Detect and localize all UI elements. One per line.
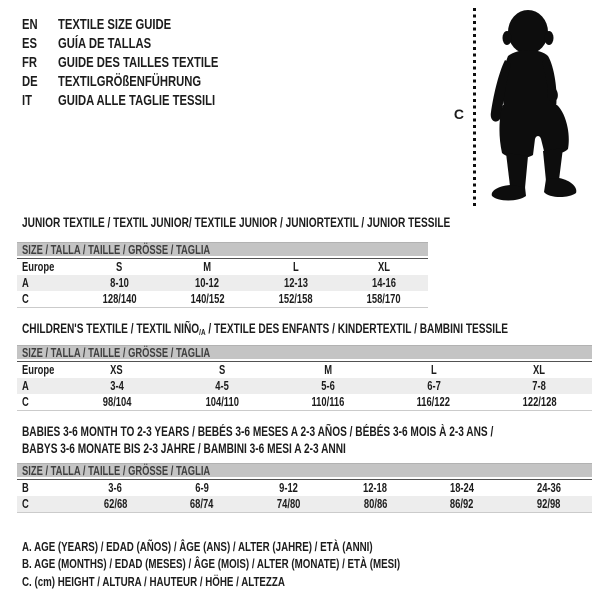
table-cell: 7-8	[532, 379, 546, 393]
size-header-bar	[17, 242, 428, 256]
baby-silhouette-icon	[486, 8, 586, 209]
table-cell: 4-5	[215, 379, 230, 393]
height-measure-label: C	[453, 106, 464, 122]
size-column-label: XL	[533, 363, 546, 377]
table-row	[17, 362, 592, 378]
size-header-label: SIZE / TALLA / TAILLE / GRÖSSE / TAGLIA	[22, 242, 211, 257]
table-cell: 8-10	[109, 276, 129, 290]
language-code: DE	[22, 73, 38, 90]
children-title-prefix: CHILDREN'S TEXTILE / TEXTIL NIÑO	[22, 321, 200, 336]
children-size-table	[17, 345, 592, 411]
table-row	[17, 259, 428, 275]
table-cell: 3-4	[110, 379, 124, 393]
size-column-label: XL	[377, 260, 390, 274]
footnote-line	[22, 555, 526, 572]
table-cell: 12-13	[283, 276, 308, 290]
language-label: GUIDA ALLE TAGLIE TESSILI	[58, 92, 216, 109]
table-cell: 62/68	[103, 497, 128, 511]
babies-section-title	[22, 423, 600, 457]
region-label: Europe	[22, 363, 55, 377]
table-row	[17, 291, 428, 307]
table-cell: 5-6	[321, 379, 335, 393]
language-code: FR	[22, 54, 37, 71]
language-code: ES	[22, 35, 38, 52]
row-label: C	[22, 395, 29, 409]
language-label: GUIDE DES TAILLES TEXTILE	[58, 54, 219, 71]
table-row	[17, 378, 592, 394]
language-label: TEXTILGRÖßENFÜHRUNG	[58, 73, 202, 90]
language-row	[22, 72, 272, 91]
language-row	[22, 53, 272, 72]
table-cell: 80/86	[363, 497, 388, 511]
table-row	[17, 394, 592, 410]
language-code: EN	[22, 16, 38, 33]
row-label: B	[22, 481, 29, 495]
table-cell: 128/140	[102, 292, 137, 306]
table-cell: 68/74	[190, 497, 214, 511]
language-label: GUÍA DE TALLAS	[58, 35, 152, 52]
language-row	[22, 34, 272, 53]
table-cell: 110/116	[311, 395, 345, 409]
table-cell: 10-12	[195, 276, 220, 290]
table-cell: 3-6	[108, 481, 123, 495]
language-row	[22, 15, 272, 34]
table-cell: 98/104	[102, 395, 132, 409]
table-cell: 122/128	[522, 395, 557, 409]
junior-section-title	[22, 215, 593, 231]
footnote-c: C. (cm) HEIGHT / ALTURA / HAUTEUR / HÖHE / ALTEZZA	[22, 573, 285, 589]
table-row	[17, 496, 592, 512]
footnote-a: A. AGE (YEARS) / EDAD (AÑOS) / ÂGE (ANS) / ALTER (JAHRE) / ETÀ (ANNI)	[22, 539, 373, 554]
region-label: Europe	[22, 260, 55, 274]
size-column-label: L	[292, 260, 299, 274]
table-cell: 12-18	[363, 481, 388, 495]
language-title-list	[22, 15, 272, 110]
table-row	[17, 480, 592, 496]
table-cell: 116/122	[416, 395, 451, 409]
table-cell: 92/98	[536, 497, 561, 511]
language-row	[22, 91, 272, 110]
table-cell: 6-7	[426, 379, 441, 393]
footnote-b: B. AGE (MONTHS) / EDAD (MESES) / ÂGE (MOIS) / ALTER (MONATE) / ETÀ (MESI)	[22, 556, 401, 572]
children-title-subscript: /A	[199, 327, 206, 337]
table-cell: 18-24	[449, 481, 474, 495]
size-column-label: XS	[110, 363, 124, 377]
table-cell: 158/170	[366, 292, 401, 306]
size-column-label: L	[430, 363, 437, 377]
babies-title-line2: BABYS 3-6 MONATE BIS 2-3 JAHRE / BAMBINI 3-6 MESI A 2-3 ANNI	[22, 441, 346, 456]
language-code: IT	[22, 92, 33, 109]
size-header-bar	[17, 345, 592, 359]
size-header-label: SIZE / TALLA / TAILLE / GRÖSSE / TAGLIA	[22, 345, 211, 360]
babies-title-line1: BABIES 3-6 MONTH TO 2-3 YEARS / BEBÉS 3-6 MESES A 2-3 AÑOS / BÉBÉS 3-6 MOIS À 2-3 ANS /	[22, 424, 494, 439]
table-cell: 74/80	[276, 497, 301, 511]
language-label: TEXTILE SIZE GUIDE	[58, 16, 172, 33]
table-row	[17, 275, 428, 291]
row-label: A	[22, 379, 29, 393]
table-cell: 6-9	[195, 481, 209, 495]
junior-section-title-text: JUNIOR TEXTILE / TEXTIL JUNIOR/ TEXTILE JUNIOR / JUNIORTEXTIL / JUNIOR TESSILE	[22, 215, 451, 230]
children-section-title	[22, 321, 600, 340]
children-title-suffix: / TEXTILE DES ENFANTS / KINDERTEXTIL / BAMBINI TESSILE	[205, 321, 509, 336]
table-cell: 24-36	[536, 481, 561, 495]
row-label: C	[22, 497, 29, 511]
table-cell: 152/158	[278, 292, 313, 306]
size-column-label: M	[203, 260, 212, 274]
table-cell: 14-16	[371, 276, 396, 290]
size-header-label: SIZE / TALLA / TAILLE / GRÖSSE / TAGLIA	[22, 463, 211, 478]
footnote-line	[22, 538, 526, 555]
table-cell: 140/152	[190, 292, 225, 306]
size-column-label: S	[115, 260, 123, 274]
table-cell: 86/92	[450, 497, 474, 511]
junior-size-table	[17, 242, 428, 308]
row-label: C	[22, 292, 29, 306]
size-column-label: S	[219, 363, 226, 377]
children-section-title-text	[22, 321, 508, 340]
row-label: A	[22, 276, 29, 290]
table-cell: 9-12	[279, 481, 299, 495]
size-column-label: M	[324, 363, 332, 377]
table-cell: 104/110	[205, 395, 240, 409]
babies-size-table	[17, 463, 592, 513]
height-measure-dotted-line	[473, 8, 476, 209]
footnote-legend	[22, 538, 526, 590]
footnote-line	[22, 573, 526, 590]
size-header-bar	[17, 463, 592, 477]
